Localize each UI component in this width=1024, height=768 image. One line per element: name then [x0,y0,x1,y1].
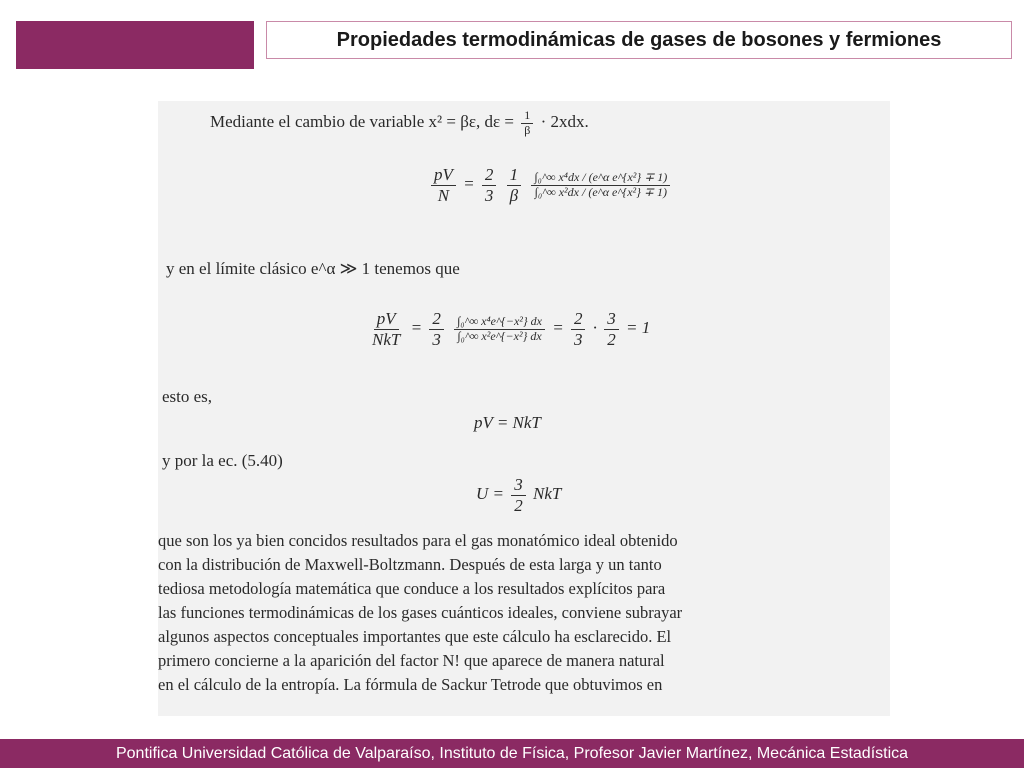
footer-text: Pontifica Universidad Católica de Valparaíso, Instituto de Física, Profesor Javier Martínez, Mecánica Estadística [115,744,909,762]
slide-title-bar [266,21,1012,59]
equation-internal-energy: U = $\frac{3}{2}$ NkT [476,475,562,515]
por-la-ec-line: y por la ec. (5.40) [162,451,283,470]
paragraph-line: las funciones termodinámicas de los gases cuánticos ideales, conviene subrayar [158,603,683,622]
fraction: $\frac{1}{\beta}$ [521,109,533,138]
paragraph-line: con la distribución de Maxwell-Boltzmann. Después de esta larga y un tanto [158,555,662,574]
footer-bar [0,739,1024,768]
equation-pv-over-nkt: $\frac{pV}{\text{NkT}}$ = $\frac{2}{3}$ $\frac{\text{∫₀\textasciicircum{}∞ x⁴e\textasciicircum{}\{−x²\} dx}}{\text{∫₀\textasciicircum{}∞ x²e\textasciicircum{}\{−x²\} dx}}$ = $\frac{2}{3}$ · $\frac{3}{2}$ = 1 [372,309,651,349]
paragraph-line: primero concierne a la aparición del factor N! que aparece de manera natural [158,651,665,670]
equation-pv-over-n: $\frac{pV}{N}$ = $\frac{2}{3}$ $\frac{1}{\beta}$ $\frac{\text{∫₀\textasciicircum{}∞ x⁴dx / (e\textasciicircum{}α e\textasciicircum{}\{x²\} ∓ 1)}}{\text{∫₀\textasciicircum{}∞ x²dx / (e\textasciicircum{}α e\textasciicircum{}\{x²\} ∓ 1)}}$ [428,165,673,205]
classic-limit-line: y en el límite clásico e^α ≫ 1 tenemos que [166,259,460,278]
body-paragraph [158,529,890,697]
esto-es-line: esto es, [162,387,213,406]
paragraph-line: que son los ya bien concidos resultados para el gas monatómico ideal obtenido [158,531,678,550]
paragraph-line: en el cálculo de la entropía. La fórmula de Sackur Tetrode que obtuvimos en [158,675,663,694]
slide-title: Propiedades termodinámicas de gases de bosones y fermiones [336,28,942,51]
paragraph-line: algunos aspectos conceptuales importantes que este cálculo ha esclarecido. El [158,627,672,646]
change-of-variable-line: Mediante el cambio de variable x² = βε, dε = $\frac{1}{\beta}$ · 2xdx. [210,108,589,137]
scanned-page-image [158,101,890,716]
paragraph-line: tediosa metodología matemática que conduce a los resultados explícitos para [158,579,666,598]
header-accent-block [16,21,254,69]
equation-ideal-gas: pV = NkT [474,413,541,432]
